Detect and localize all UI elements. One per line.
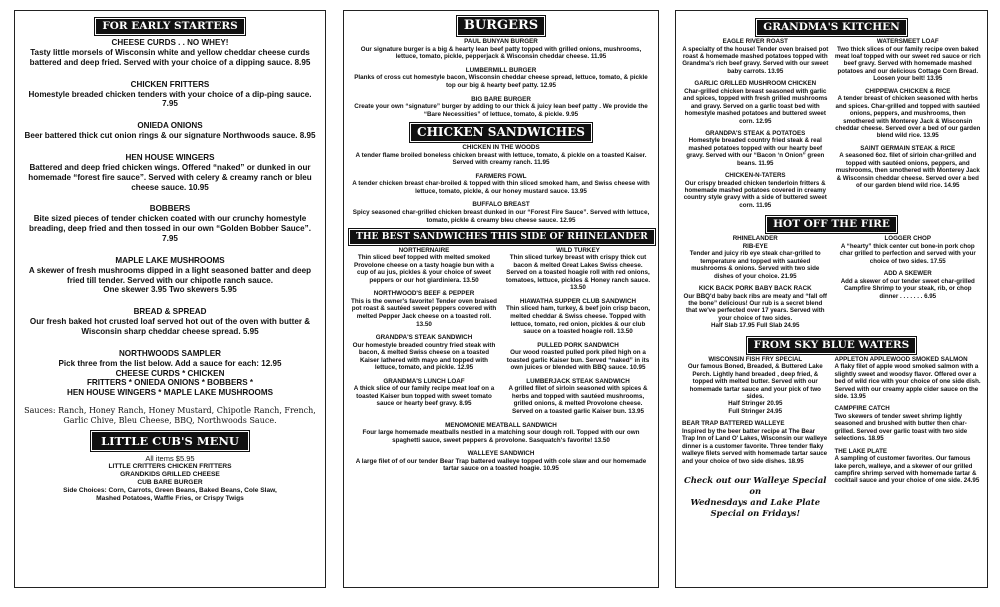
fire-column-right bbox=[835, 235, 982, 334]
item-desc: Battered and deep fried chicken wings. Offered “naked” or dunked in our homemade “forest fire sauce”. Served with celery & creamy ranch or bleu cheese sauce. 10.95 bbox=[28, 162, 312, 192]
menu-item bbox=[682, 235, 829, 280]
menu-item bbox=[682, 38, 829, 75]
item-desc: Create your own “signature” burger by adding to our thick & juicy lean beef patty . We provide the “Bare Necessities” of lettuce, tomato, & pickle. 9.95 bbox=[354, 103, 648, 118]
grandma-banner-text: GRANDMA'S KITCHEN bbox=[763, 21, 900, 33]
menu-item bbox=[350, 422, 652, 445]
item-desc: Our BBQ'd baby back ribs are meaty and “fall off the bone” delicious! Our rub is a secret blend that we've perfected over 17 years. Served with your choice of two sides. bbox=[683, 292, 827, 322]
item-name: WILD TURKEY bbox=[556, 246, 600, 254]
starters-banner bbox=[96, 19, 243, 34]
item-name: BOBBERS bbox=[149, 204, 191, 214]
menu-item bbox=[682, 356, 829, 416]
item-desc: A “hearty” thick center cut bone-in pork chop char grilled to perfection and served with your choice of two sides. 17.55 bbox=[839, 242, 976, 265]
menu-item bbox=[23, 80, 317, 110]
item-desc: A tender chicken breast char-broiled & topped with thin sliced smoked ham, and Swiss cheese with lettuce, tomato, pickle, & our honey mustard sauce. 13.95 bbox=[352, 180, 650, 195]
menu-item bbox=[682, 420, 829, 465]
item-name: ADD A SKEWER bbox=[883, 270, 932, 278]
item-desc: Tender and juicy rib eye steak char-grilled to temperature and topped with sautéed mushrooms & onions. Served with two side dishes of your choice. 21.95 bbox=[689, 250, 821, 280]
item-name: LOGGER CHOP bbox=[884, 235, 931, 243]
sky-column-right bbox=[835, 356, 982, 519]
sampler-line: Pick three from the list below. Add a sauce for each: 12.95 bbox=[58, 358, 282, 368]
sampler-item bbox=[23, 349, 317, 398]
menu-item bbox=[23, 121, 317, 141]
menu-item bbox=[835, 88, 982, 140]
burgers-banner bbox=[458, 17, 544, 35]
menu-item bbox=[350, 173, 652, 196]
promo-line: Check out our Walleye Special on bbox=[684, 474, 827, 496]
item-name: CHICKEN-N-TATERS bbox=[724, 172, 786, 180]
fire-column-left bbox=[682, 235, 829, 334]
grandma-banner bbox=[757, 20, 906, 35]
sandwiches-panel bbox=[343, 10, 659, 588]
sampler-line: CHEESE CURDS * CHICKEN bbox=[115, 368, 225, 378]
menu-item bbox=[350, 144, 652, 167]
item-desc: Thin sliced beef topped with melted smoked Provolone cheese on a tasty hoagie bun with a cup of au jus, pickles & your choice of sweet peppers or our hot giardiniera. 13.50 bbox=[354, 254, 494, 284]
item-desc: Four large homemade meatballs nestled in a matching sour dough roll. Topped with our own spaghetti sauce, sweet peppers & provolone. Sasquatch's favorite! 13.50 bbox=[362, 429, 640, 444]
item-desc: Our signature burger is a big & hearty lean beef patty topped with grilled onions, mushrooms, lettuce, tomato, pickle, pepperjack & Wisconsin cheddar cheese. 11.95 bbox=[360, 45, 642, 61]
starters-banner-text: FOR EARLY STARTERS bbox=[102, 20, 238, 32]
item-price: Full Stringer 24.95 bbox=[728, 407, 783, 415]
item-name: GRANDMA'S LUNCH LOAF bbox=[383, 377, 465, 385]
item-desc: A tender breast of chicken seasoned with herbs and spices. Char-grilled and topped with sautéed onions, peppers, and mushrooms, then smothered with Monterey Jack & Wisconsin cheddar cheese. Served over a bed of our garden blend wild rice. 13.95 bbox=[835, 95, 981, 140]
fire-banner bbox=[767, 217, 896, 232]
menu-item bbox=[350, 450, 652, 473]
sky-column-left bbox=[682, 356, 829, 519]
menu-item bbox=[682, 172, 829, 209]
item-name: HEN HOUSE WINGERS bbox=[125, 153, 215, 162]
item-name: BEAR TRAP BATTERED WALLEYE bbox=[682, 420, 785, 428]
cubs-line: GRANDKIDS GRILLED CHEESE bbox=[120, 471, 220, 479]
menu-item bbox=[504, 298, 652, 336]
item-desc: Our famous Boned, Breaded, & Buttered Lake Perch. Lightly hand breaded , deep fried, & topped with melted butter. Served with our homemade tartar sauce and your pick of two sides. bbox=[687, 363, 823, 400]
item-desc: A thick slice of our family recipe meat loaf on a toasted Kaiser bun topped with sweet tomato sauce or hearty beef gravy. 8.95 bbox=[353, 385, 495, 408]
item-name: PULLED PORK SANDWICH bbox=[537, 341, 619, 349]
menu-item bbox=[835, 405, 982, 442]
item-name: CHIPPEWA CHICKEN & RICE bbox=[865, 87, 951, 95]
item-name: FARMERS FOWL bbox=[475, 172, 527, 180]
item-name: WALLEYE SANDWICH bbox=[467, 450, 535, 458]
item-name: THE LAKE PLATE bbox=[834, 447, 887, 455]
menu-item bbox=[23, 153, 317, 192]
menu-item bbox=[835, 448, 982, 485]
item-name: NORTHWOOD'S BEEF & PEPPER bbox=[373, 290, 475, 298]
item-name: WISCONSIN FISH FRY SPECIAL bbox=[708, 355, 803, 363]
sky-columns bbox=[682, 356, 981, 519]
grandma-column-left bbox=[682, 38, 829, 214]
item-desc: A flaky filet of apple wood smoked salmon with a slightly sweet and woodsy flavor. Offered over a bed of wild rice with your choice of one side dish. Served with our creamy apple cider sauce on the side. 13.95 bbox=[834, 363, 981, 400]
item-desc: Add a skewer of our tender sweet char-grilled Campfire Shrimp to your steak, rib, or chop dinner . . . . . . . 6.95 bbox=[840, 277, 975, 300]
item-name: GARLIC GRILLED MUSHROOM CHICKEN bbox=[694, 80, 817, 88]
item-name: BREAD & SPREAD bbox=[133, 307, 207, 317]
item-name: GRANDPA'S STEAK & POTATOES bbox=[705, 129, 806, 137]
cubs-line: All items $5.95 bbox=[145, 454, 195, 464]
menu-item bbox=[504, 247, 652, 292]
item-name: GRANDPA'S STEAK SANDWICH bbox=[375, 334, 473, 342]
item-name: ONIEDA ONIONS bbox=[137, 121, 203, 131]
item-desc: Our crispy breaded chicken tenderloin fritters & homemade mashed potatoes covered in creamy country style gravy with a side of buttered sweet corn. 11.95 bbox=[683, 179, 827, 209]
item-desc: Two skewers of tender sweet shrimp lightly seasoned and brushed with butter then char-grilled. Served over garlic toast with two side selections. 18.95 bbox=[834, 412, 968, 443]
item-desc: Bite sized pieces of tender chicken coated with our crunchy homestyle breading, deep fried and then tossed in our own “Golden Bobber Sauce”. 7.95 bbox=[29, 214, 311, 244]
menu-item bbox=[23, 38, 317, 68]
item-desc: A skewer of fresh mushrooms dipped in a light seasoned batter and deep fried till tender. Served with our chipotle ranch sauce. bbox=[28, 265, 312, 285]
item-desc: Our homestyle breaded country fried steak with bacon, & melted Swiss cheese on a toasted Kaiser lathered with mayo and topped with lettuce, tomato, and pickle. 12.95 bbox=[352, 341, 496, 372]
item-desc: Beer battered thick cut onion rings & our signature Northwoods sauce. 8.95 bbox=[24, 131, 316, 141]
menu-item bbox=[350, 334, 498, 372]
menu-item bbox=[835, 235, 982, 265]
grandma-columns bbox=[682, 38, 981, 214]
cubs-line: CUB BARE BURGER bbox=[137, 479, 203, 487]
item-desc: Spicy seasoned char-grilled chicken breast dunked in our “Forest Fire Sauce”. Served with lettuce, tomato, pickle & creamy bleu cheese sauce. 12.95 bbox=[352, 209, 650, 224]
burgers-banner-text: BURGERS bbox=[463, 18, 539, 33]
menu-item bbox=[504, 378, 652, 416]
item-desc: Two thick slices of our family recipe oven baked meat loaf topped with our sweet red sauce or rich beef gravy. Served with homemade mashed potatoes and our delicious Cottage Corn Bread. Loosen your belt! 13.95 bbox=[834, 45, 981, 83]
menu-item bbox=[504, 342, 652, 372]
grandma-column-right bbox=[835, 38, 982, 214]
item-desc: A specialty of the house! Tender oven braised pot roast & homemade mashed potatoes topped with Grandma's rich beef gravy. Served with our sweet baby carrots. 13.95 bbox=[682, 45, 829, 75]
sandwich-columns bbox=[350, 247, 652, 422]
item-name: CAMPFIRE CATCH bbox=[834, 405, 890, 413]
sandwich-column-left bbox=[350, 247, 498, 422]
item-name: CHEESE CURDS . . NO WHEY! bbox=[111, 38, 229, 48]
sampler-line: FRITTERS * ONIEDA ONIONS * BOBBERS * bbox=[86, 378, 254, 388]
item-desc: Planks of cross cut homestyle bacon, Wisconsin cheddar cheese spread, lettuce, tomato, & pickle top our big & hearty beef patty. 12.95 bbox=[354, 74, 648, 89]
menu-item bbox=[682, 80, 829, 125]
menu-item bbox=[835, 356, 982, 401]
cubs-line: Side Choices: Corn, Carrots, Green Beans, Baked Beans, Cole Slaw, bbox=[63, 487, 277, 495]
item-name: KICK BACK PORK BABY BACK RACK bbox=[698, 285, 812, 293]
item-desc: A grilled filet of sirloin seasoned with spices & herbs and topped with sautéed mushrooms, grilled onions, & melted Provolone cheese. Served on a toasted garlic Kaiser bun. 13.95 bbox=[508, 385, 648, 415]
item-desc: Homestyle breaded country fried steak & real mashed potatoes topped with our hearty beef gravy. Served with our “Bacon ‘n Onion” green beans. 11.95 bbox=[686, 137, 825, 167]
item-desc: A sampling of customer favorites. Our famous lake perch, walleye, and a skewer of our grilled campfire shrimp served with homemade tartar & cocktail sauce and your choice of one side. 24.95 bbox=[834, 455, 980, 485]
menu-item bbox=[350, 247, 498, 285]
item-subname: RIB-EYE bbox=[742, 242, 768, 250]
menu-item bbox=[350, 290, 498, 328]
best-sandwiches-banner bbox=[350, 230, 654, 244]
item-name: CHICKEN IN THE WOODS bbox=[462, 144, 540, 152]
fire-banner-text: HOT OFF THE FIRE bbox=[773, 218, 890, 231]
walleye-promo bbox=[682, 475, 829, 519]
kitchen-panel bbox=[675, 10, 988, 588]
menu-item bbox=[350, 96, 652, 119]
item-name: BUFFALO BREAST bbox=[472, 201, 530, 209]
menu-item bbox=[835, 38, 982, 83]
item-name: EAGLE RIVER ROAST bbox=[722, 38, 788, 46]
item-name: WATERSMEET LOAF bbox=[876, 38, 939, 46]
menu-item bbox=[23, 256, 317, 295]
sandwich-column-right bbox=[504, 247, 652, 422]
item-desc: A large filet of of our tender Bear Trap battered walleye topped with cole slaw and our homemade tartar sauce on a toasted hoagie. 10.95 bbox=[355, 457, 647, 473]
promo-line: Special on Fridays! bbox=[710, 507, 801, 518]
cubs-menu bbox=[23, 454, 317, 503]
cubs-banner-text: LITTLE CUB'S MENU bbox=[101, 433, 239, 448]
item-name: BIG BARE BURGER bbox=[471, 95, 531, 103]
sky-banner bbox=[748, 338, 916, 353]
item-name: APPLETON APPLEWOOD SMOKED SALMON bbox=[834, 355, 968, 363]
menu-item bbox=[682, 130, 829, 167]
sky-banner-text: FROM SKY BLUE WATERS bbox=[753, 338, 910, 351]
item-desc: Our fresh baked hot crusted loaf served hot out of the oven with butter & Wisconsin sharp cheddar cheese spread. 5.95 bbox=[29, 317, 311, 337]
menu-item bbox=[350, 201, 652, 224]
starters-panel bbox=[14, 10, 326, 588]
best-banner-text: THE BEST SANDWICHES THIS SIDE OF RHINELANDER bbox=[356, 231, 648, 243]
item-name: CHICKEN FRITTERS bbox=[130, 79, 210, 89]
cubs-line: LITTLE CRITTERS CHICKEN FRITTERS bbox=[108, 463, 232, 471]
item-price: Half Slab 17.95 Full Slab 24.95 bbox=[711, 322, 800, 330]
menu-item bbox=[350, 67, 652, 90]
item-desc: A seasoned 6oz. filet of sirloin char-grilled and topped with sautéed onions, peppers, and mushrooms, then smothered with Monterey Jack & Wisconsin cheddar cheese. Served over a bed of our garden blend wild rice. 14.95 bbox=[835, 152, 980, 189]
menu-item bbox=[350, 378, 498, 408]
item-name: LUMBERJACK STEAK SANDWICH bbox=[526, 377, 630, 385]
item-desc: Char-grilled chicken breast seasoned with garlic and spices, topped with fresh grilled mushrooms and gravy. Served on a garlic toast bed with homestyle mashed potatoes and buttered sweet corn. 12.95 bbox=[683, 87, 828, 125]
item-price: Half Stringer 20.95 bbox=[728, 400, 783, 408]
menu-item bbox=[835, 145, 982, 190]
item-name: RHINELANDER bbox=[732, 235, 778, 243]
cubs-banner bbox=[92, 432, 248, 450]
item-name: NORTHERNAIRE bbox=[398, 246, 450, 254]
menu-item bbox=[23, 307, 317, 337]
item-desc: Inspired by the beer batter recipe at The Bear Trap Inn of Land O' Lakes, Wisconsin our walleye dinner is a customer favorite. Three tender flaky walleye filets served with homemade tartar sauce and your choice of two side dishes. 18.95 bbox=[682, 427, 828, 465]
sauces-list: Sauces: Ranch, Honey Ranch, Honey Mustard, Chipotle Ranch, French, Garlic Chive, Bleu Cheese, BBQ, Northwoods Sauce. bbox=[24, 406, 316, 425]
menu-item bbox=[23, 204, 317, 243]
item-name: NORTHWOODS SAMPLER bbox=[118, 348, 222, 358]
item-desc: This is the owner's favorite! Tender oven braised pot roast & sautéed sweet peppers covered with melted Pepper Jack cheese on a toasted roll. 13.50 bbox=[351, 297, 497, 328]
item-desc: Our wood roasted pulled pork piled high on a toasted garlic Kaiser bun. Served “naked” in its own juices or blended with BBQ sauce. 10.95 bbox=[506, 349, 650, 372]
item-name: HIAWATHA SUPPER CLUB SANDWICH bbox=[519, 297, 637, 305]
cubs-line: Mashed Potatoes, Waffle Fries, or Crispy Twigs bbox=[96, 495, 244, 503]
item-desc: A tender flame broiled boneless chicken breast with lettuce, tomato, & pickle on a toasted Kaiser. Served with creamy ranch. 11.95 bbox=[355, 151, 647, 167]
chicken-banner-text: CHICKEN SANDWICHES bbox=[417, 125, 585, 140]
menu-item bbox=[350, 38, 652, 61]
menu-item bbox=[682, 285, 829, 330]
menu-item bbox=[835, 270, 982, 300]
item-price: One skewer 3.95 Two skewers 5.95 bbox=[103, 285, 237, 295]
promo-line: Wednesdays and Lake Plate bbox=[690, 496, 821, 507]
item-desc: Thin sliced turkey breast with crispy thick cut bacon & melted Great Lakes Swiss cheese. Served on a toasted hoagie roll with red onions, tomatoes, lettuce, pickles & Honey ranch sauce. 13.50 bbox=[505, 254, 651, 292]
item-desc: Tasty little morsels of Wisconsin white and yellow cheddar cheese curds battered and deep fried. Served with your choice of a dipping sauce. 8.95 bbox=[29, 47, 311, 67]
chicken-banner bbox=[411, 124, 591, 141]
item-name: SAINT GERMAIN STEAK & RICE bbox=[860, 144, 956, 152]
item-name: PAUL BUNYAN BURGER bbox=[464, 38, 538, 46]
item-desc: Homestyle breaded chicken tenders with your choice of a dip-ping sauce. 7.95 bbox=[28, 89, 312, 109]
item-name: MENOMONIE MEATBALL SANDWICH bbox=[445, 421, 557, 429]
item-name: LUMBERMILL BURGER bbox=[465, 66, 537, 74]
item-desc: Thin sliced ham, turkey, & beef join crisp bacon, melted cheddar & Swiss cheese. Topped with lettuce, tomato, red onion, pickles & our club sauce on a toasted hoagie roll. 13.50 bbox=[505, 305, 651, 336]
sampler-line: HEN HOUSE WINGERS * MAPLE LAKE MUSHROOMS bbox=[67, 388, 273, 398]
fire-columns bbox=[682, 235, 981, 334]
item-name: MAPLE LAKE MUSHROOMS bbox=[115, 255, 225, 265]
